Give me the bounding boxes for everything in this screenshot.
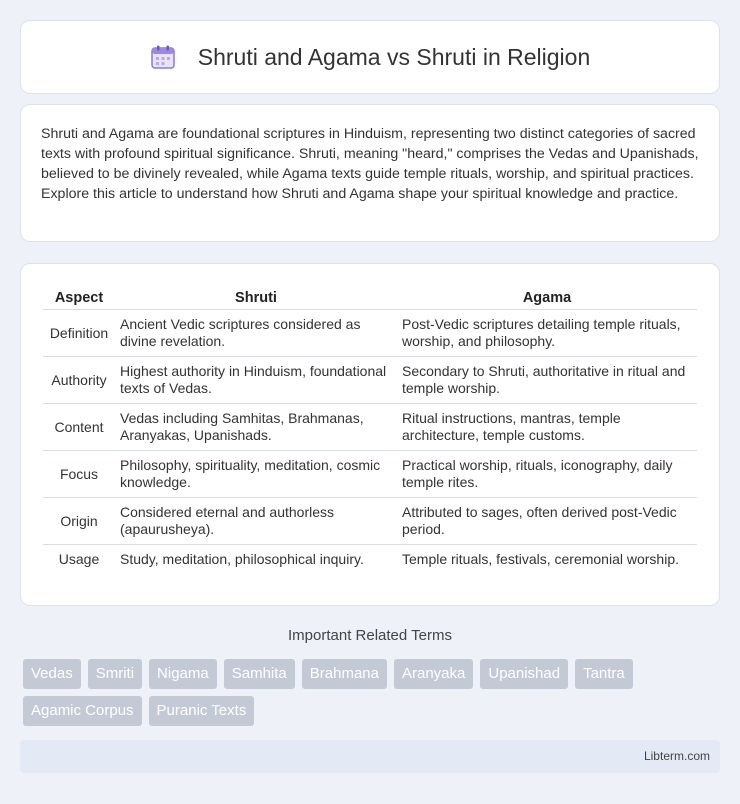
table-row	[43, 310, 697, 357]
related-term-tag[interactable]: Tantra	[575, 659, 633, 689]
calendar-icon	[150, 44, 176, 70]
row-shruti: Highest authority in Hinduism, foundational texts of Vedas.	[115, 357, 397, 404]
header-shruti: Shruti	[115, 286, 397, 310]
related-term-tag[interactable]: Agamic Corpus	[23, 696, 142, 726]
related-term-tag[interactable]: Smriti	[88, 659, 142, 689]
row-shruti: Considered eternal and authorless (apaurusheya).	[115, 498, 397, 545]
title-card	[20, 20, 720, 94]
row-shruti: Vedas including Samhitas, Brahmanas, Aranyakas, Upanishads.	[115, 404, 397, 451]
related-term-tag[interactable]: Upanishad	[480, 659, 568, 689]
table-row	[43, 357, 697, 404]
row-aspect: Definition	[43, 310, 115, 357]
related-term-tag[interactable]: Nigama	[149, 659, 217, 689]
related-term-tag[interactable]: Samhita	[224, 659, 295, 689]
row-agama: Attributed to sages, often derived post-Vedic period.	[397, 498, 697, 545]
table-row	[43, 545, 697, 575]
related-terms-list	[23, 659, 703, 726]
header-aspect: Aspect	[43, 286, 115, 310]
table-row	[43, 451, 697, 498]
related-terms-title: Important Related Terms	[288, 627, 452, 644]
row-agama: Secondary to Shruti, authoritative in ritual and temple worship.	[397, 357, 697, 404]
row-aspect: Content	[43, 404, 115, 451]
related-term-tag[interactable]: Aranyaka	[394, 659, 473, 689]
row-shruti: Study, meditation, philosophical inquiry.	[120, 551, 364, 567]
row-agama: Post-Vedic scriptures detailing temple rituals, worship, and philosophy.	[397, 310, 697, 357]
comparison-table	[43, 286, 697, 574]
header-agama: Agama	[397, 286, 697, 310]
table-row	[43, 404, 697, 451]
related-term-tag[interactable]: Vedas	[23, 659, 81, 689]
footer-brand-link[interactable]: Libterm.com	[643, 749, 710, 763]
table-row	[43, 498, 697, 545]
page-title: Shruti and Agama vs Shruti in Religion	[197, 43, 591, 70]
comparison-table-card	[20, 263, 720, 606]
row-agama: Practical worship, rituals, iconography, daily temple rites.	[397, 451, 697, 498]
related-term-tag[interactable]: Puranic Texts	[149, 696, 255, 726]
intro-paragraph: Shruti and Agama are foundational scriptures in Hinduism, representing two distinct categories of sacred texts with profound spiritual significance. Shruti, meaning "heard," comprises the Vedas and Upanishads, believed to be divinely revealed, while Agama texts guide temple rituals, worship, and spiritual practices. Explore this article to understand how Shruti and Agama shape your spiritual knowledge and practice.	[41, 126, 699, 202]
row-shruti: Philosophy, spirituality, meditation, cosmic knowledge.	[115, 451, 397, 498]
table-header-row	[43, 286, 697, 310]
related-term-tag[interactable]: Brahmana	[302, 659, 387, 689]
footer	[20, 740, 720, 773]
row-agama: Ritual instructions, mantras, temple architecture, temple customs.	[397, 404, 697, 451]
intro-card	[20, 104, 720, 242]
row-agama: Temple rituals, festivals, ceremonial worship.	[402, 551, 679, 567]
row-aspect: Usage	[58, 551, 100, 567]
row-aspect: Authority	[43, 357, 115, 404]
row-aspect: Origin	[43, 498, 115, 545]
row-aspect: Focus	[43, 451, 115, 498]
row-shruti: Ancient Vedic scriptures considered as divine revelation.	[115, 310, 397, 357]
